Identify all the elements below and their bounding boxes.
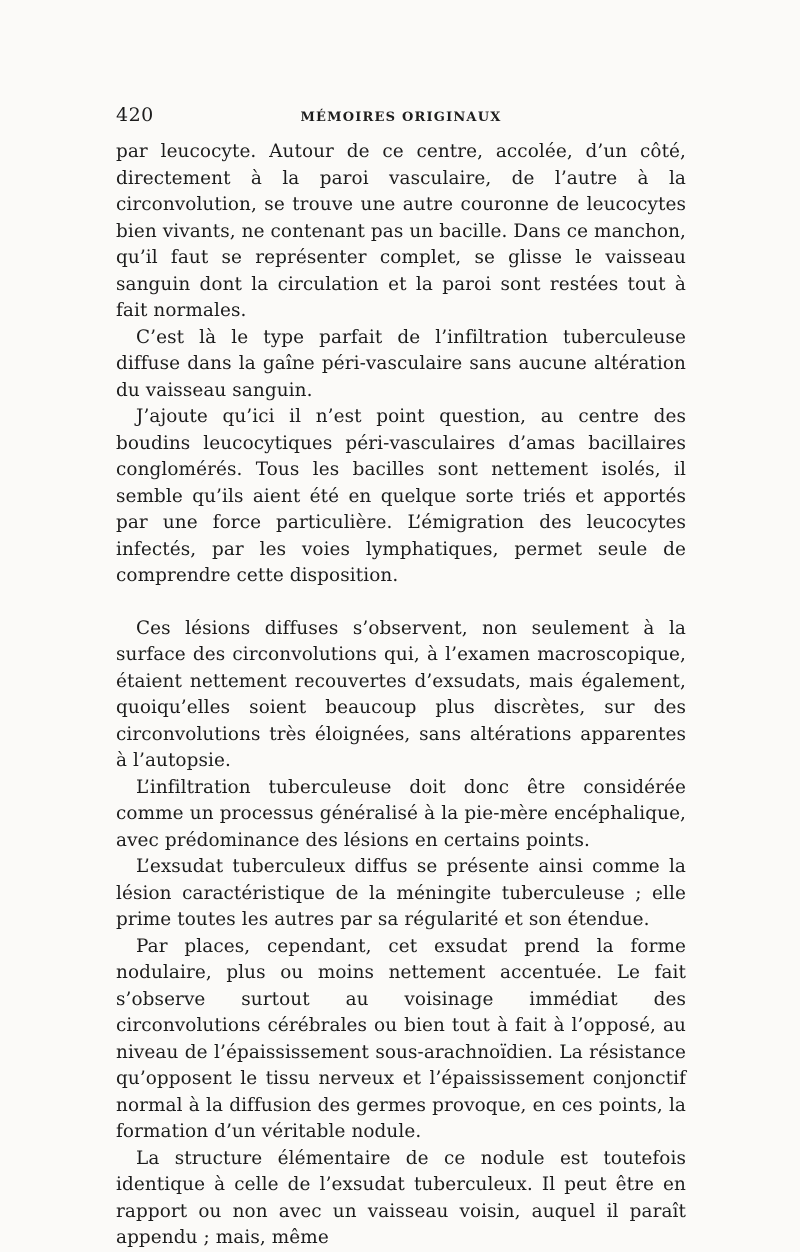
paragraph-7: Par places, cependant, cet exsudat prend la forme nodulaire, plus ou moins nettement accentuée. Le fait s’observe surtout au voisinage immédiat des circonvolutions cérébrales ou bien tout à fait à l’opposé, au niveau de l’épaississement sous-arachnoïdien. La résistance qu’opposent le tissu nerveux et l’épaississement conjonctif normal à la diffusion des germes provoque, en ces points, la formation d’un véritable nodule. — [116, 935, 686, 1142]
paragraph-4: Ces lésions diffuses s’observent, non seulement à la surface des circonvolutions qui, à l’examen macroscopique, étaient nettement recouvertes d’exsudats, mais également, quoiqu’elles soient beaucoup plus discrètes, sur des circonvolutions très éloignées, sans altérations apparentes à l’autopsie. — [116, 617, 686, 771]
page-number: 420 — [116, 104, 154, 126]
paragraph-8: La structure élémentaire de ce nodule est toutefois identique à celle de l’exsudat tuberculeux. Il peut être en rapport ou non avec un vaisseau voisin, auquel il paraît appendu ; mais, même — [116, 1147, 686, 1248]
paragraph-2: C’est là le type parfait de l’infiltration tuberculeuse diffuse dans la gaîne péri-vasculaire sans aucune altération du vaisseau sanguin. — [116, 326, 686, 401]
body-text — [116, 139, 686, 1252]
running-head — [116, 104, 686, 130]
paragraph-5: L’infiltration tuberculeuse doit donc être considérée comme un processus généralisé à la pie-mère encéphalique, avec prédominance des lésions en certains points. — [116, 776, 686, 851]
running-title: MÉMOIRES ORIGINAUX — [300, 110, 502, 125]
paragraph-3: J’ajoute qu’ici il n’est point question, au centre des boudins leucocytiques péri-vasculaires d’amas bacillaires conglomérés. Tous les bacilles sont nettement isolés, il semble qu’ils aient été en quelque sorte triés et apportés par une force particulière. L’émigration des leucocytes infectés, par les voies lymphatiques, permet seule de comprendre cette disposition. — [116, 406, 686, 586]
paragraph-1: par leucocyte. Autour de ce centre, accolée, d’un côté, directement à la paroi vasculaire, de l’autre à la circonvolution, se trouve une autre couronne de leucocytes bien vivants, ne contenant pas un bacille. Dans ce manchon, qu’il faut se représenter complet, se glisse le vaisseau sanguin dont la circulation et la paroi sont restées tout à fait normales. — [116, 141, 686, 321]
paragraph-6: L’exsudat tuberculeux diffus se présente ainsi comme la lésion caractéristique de la méningite tuberculeuse ; elle prime toutes les autres par sa régularité et son étendue. — [116, 856, 686, 930]
